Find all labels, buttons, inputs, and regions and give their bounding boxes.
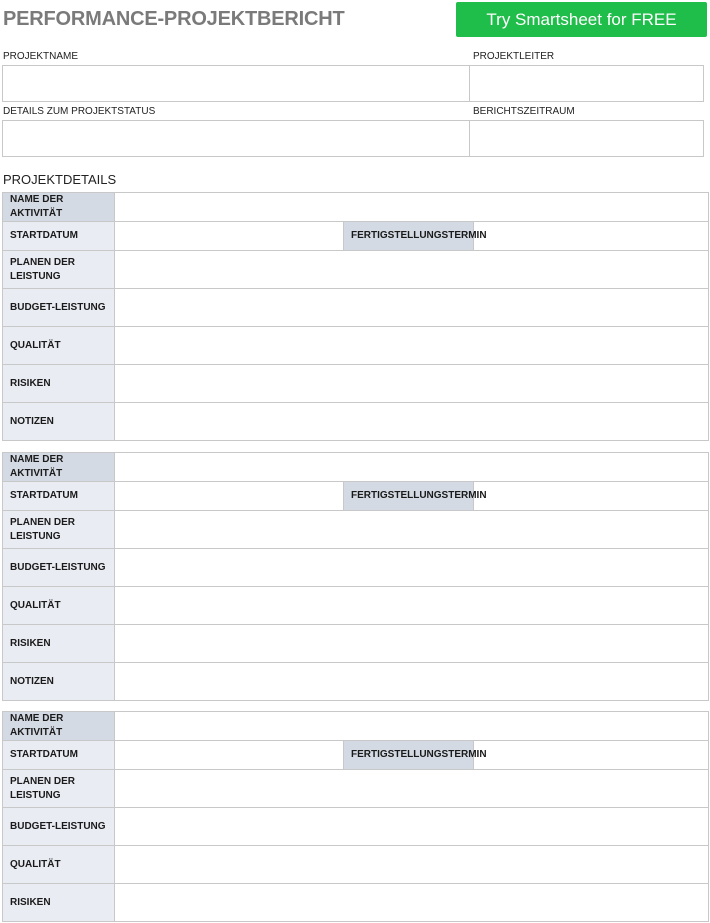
completion-date-label: FERTIGSTELLUNGSTERMIN [344, 482, 474, 511]
quality-field[interactable] [115, 846, 709, 884]
start-date-field[interactable] [115, 482, 344, 511]
budget-performance-field[interactable] [115, 549, 709, 587]
completion-date-field[interactable] [474, 482, 709, 511]
project-lead-field[interactable] [469, 65, 704, 102]
start-date-label: STARTDATUM [3, 741, 115, 770]
notes-label: NOTIZEN [3, 663, 115, 701]
activity-block-3 [2, 711, 709, 922]
activity-block-2 [2, 452, 709, 701]
activity-name-field[interactable] [115, 453, 709, 482]
report-period-label: BERICHTSZEITRAUM [473, 106, 575, 117]
start-date-label: STARTDATUM [3, 482, 115, 511]
start-date-label: STARTDATUM [3, 222, 115, 251]
activity-name-field[interactable] [115, 193, 709, 222]
plan-performance-field[interactable] [115, 511, 709, 549]
report-period-field[interactable] [469, 120, 704, 157]
notes-field[interactable] [115, 663, 709, 701]
plan-performance-label: PLANEN DER LEISTUNG [3, 770, 115, 808]
plan-performance-field[interactable] [115, 251, 709, 289]
quality-label: QUALITÄT [3, 846, 115, 884]
start-date-field[interactable] [115, 741, 344, 770]
activity-name-label: NAME DER AKTIVITÄT [3, 453, 115, 482]
project-name-label: PROJEKTNAME [3, 51, 79, 62]
risks-label: RISIKEN [3, 884, 115, 922]
activity-name-label: NAME DER AKTIVITÄT [3, 193, 115, 222]
risks-field[interactable] [115, 884, 709, 922]
project-name-field[interactable] [2, 65, 470, 102]
risks-field[interactable] [115, 365, 709, 403]
completion-date-field[interactable] [474, 222, 709, 251]
plan-performance-label: PLANEN DER LEISTUNG [3, 511, 115, 549]
notes-label: NOTIZEN [3, 403, 115, 441]
activity-name-label: NAME DER AKTIVITÄT [3, 712, 115, 741]
risks-label: RISIKEN [3, 365, 115, 403]
activity-name-field[interactable] [115, 712, 709, 741]
completion-date-label: FERTIGSTELLUNGSTERMIN [344, 222, 474, 251]
budget-performance-field[interactable] [115, 289, 709, 327]
notes-field[interactable] [115, 403, 709, 441]
quality-field[interactable] [115, 327, 709, 365]
budget-performance-label: BUDGET-LEISTUNG [3, 808, 115, 846]
completion-date-label: FERTIGSTELLUNGSTERMIN [344, 741, 474, 770]
quality-label: QUALITÄT [3, 327, 115, 365]
budget-performance-field[interactable] [115, 808, 709, 846]
quality-field[interactable] [115, 587, 709, 625]
risks-label: RISIKEN [3, 625, 115, 663]
section-title: PROJEKTDETAILS [3, 172, 117, 187]
budget-performance-label: BUDGET-LEISTUNG [3, 289, 115, 327]
plan-performance-label: PLANEN DER LEISTUNG [3, 251, 115, 289]
start-date-field[interactable] [115, 222, 344, 251]
page-title: PERFORMANCE-PROJEKTBERICHT [3, 8, 345, 30]
status-details-field[interactable] [2, 120, 470, 157]
plan-performance-field[interactable] [115, 770, 709, 808]
try-smartsheet-button[interactable]: Try Smartsheet for FREE [456, 2, 707, 37]
status-details-label: DETAILS ZUM PROJEKTSTATUS [3, 106, 156, 117]
activity-block-1 [2, 192, 709, 441]
completion-date-field[interactable] [474, 741, 709, 770]
risks-field[interactable] [115, 625, 709, 663]
quality-label: QUALITÄT [3, 587, 115, 625]
project-lead-label: PROJEKTLEITER [473, 51, 555, 62]
budget-performance-label: BUDGET-LEISTUNG [3, 549, 115, 587]
